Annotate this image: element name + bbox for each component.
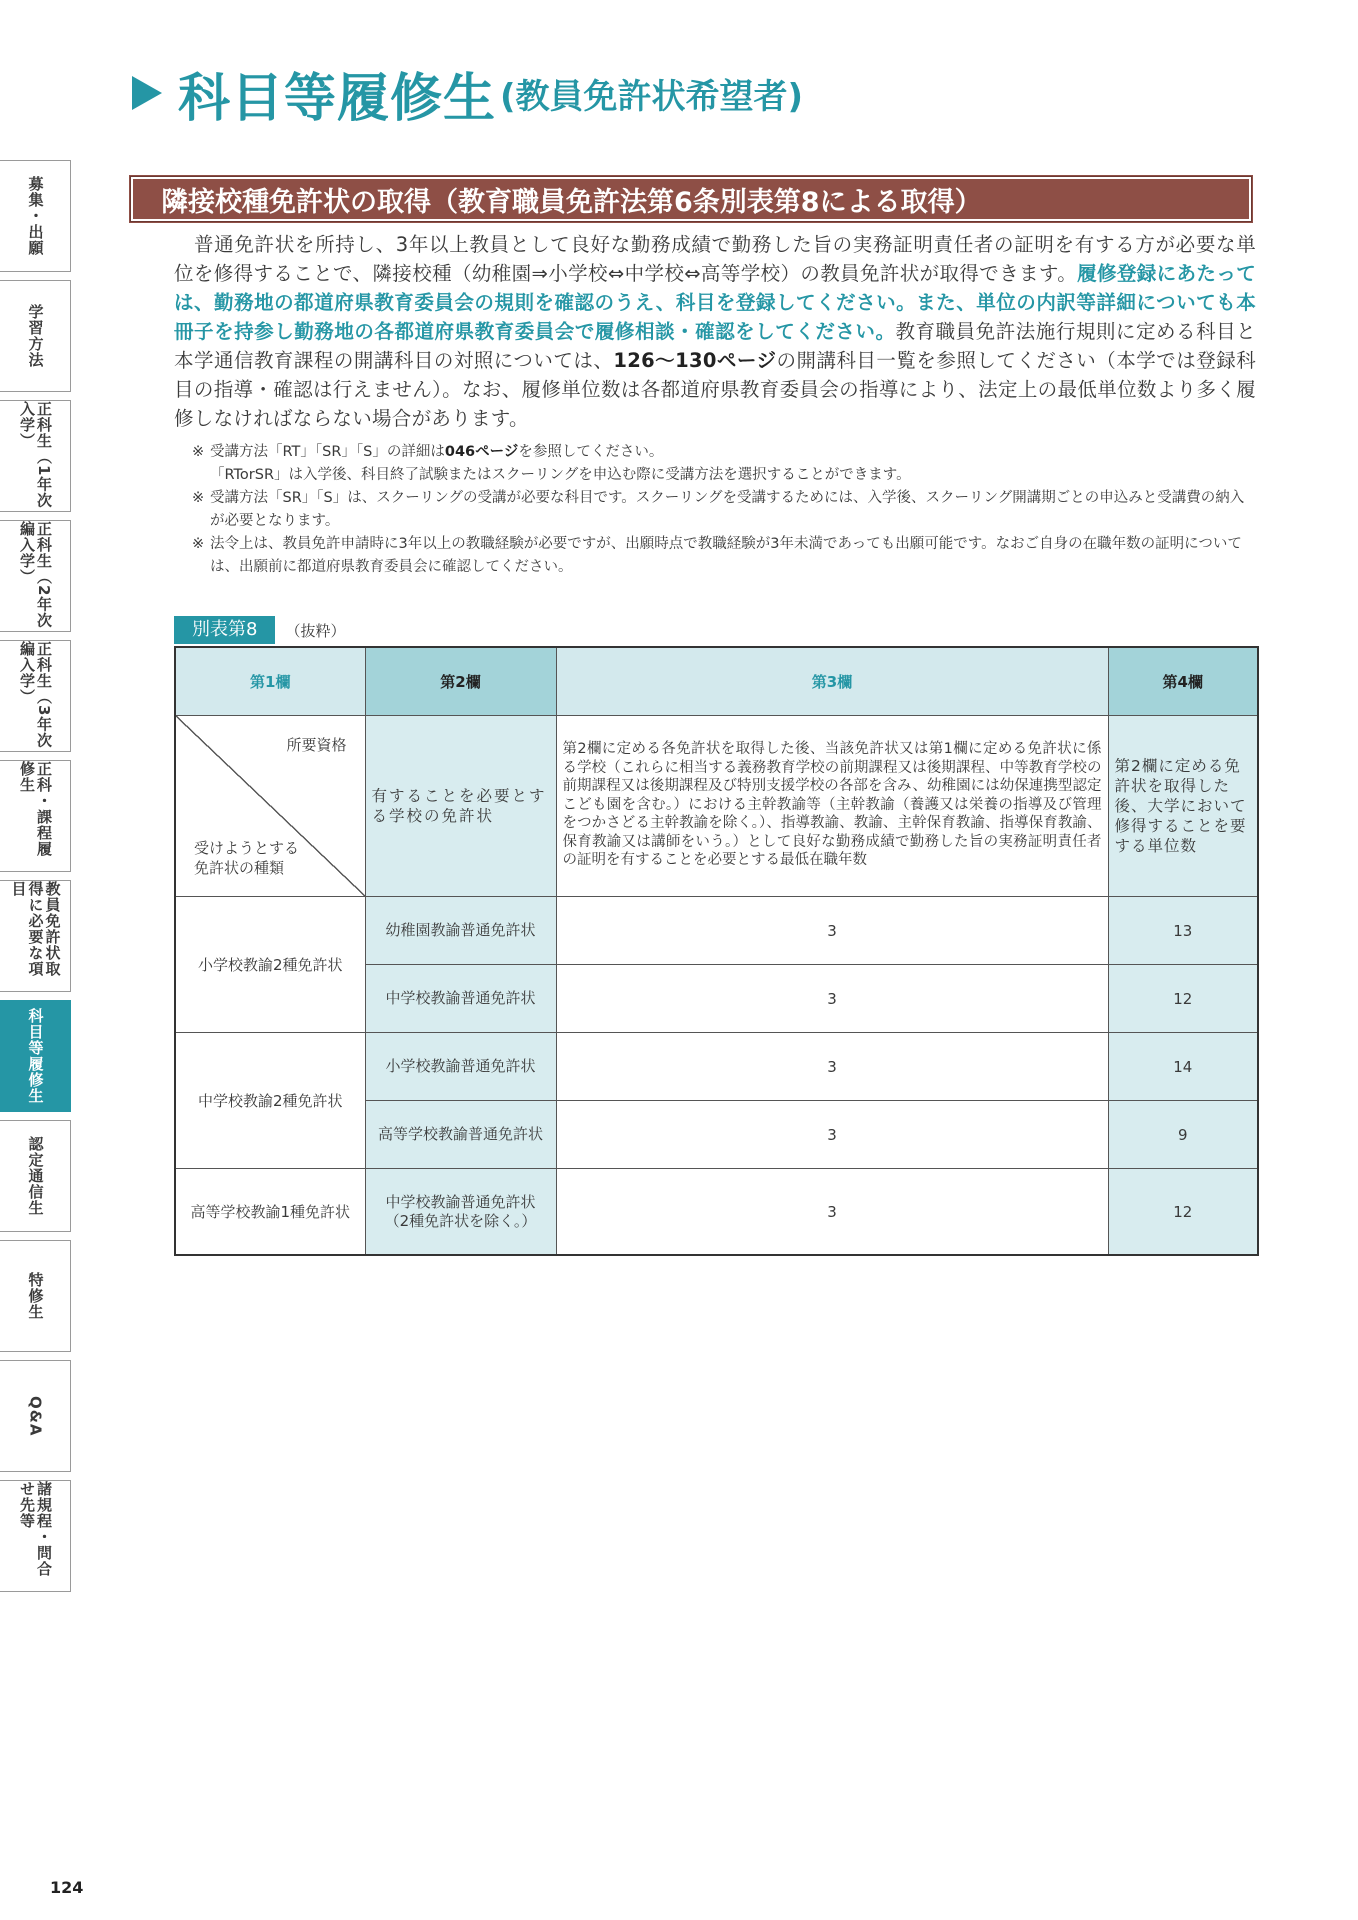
col2-description: 有することを必要とする学校の免許状: [365, 716, 556, 897]
side-tab-label: 正科・課程履修生: [18, 761, 53, 857]
diag-top-label: 所要資格: [286, 736, 347, 754]
category-cell: 高等学校教諭1種免許状: [175, 1169, 365, 1256]
note-1: [192, 441, 1256, 464]
side-tab-1[interactable]: [0, 280, 71, 392]
side-tab-11[interactable]: [0, 1480, 71, 1592]
side-tab-label: 学習方法: [26, 304, 45, 368]
note-mark: ※: [192, 444, 205, 460]
triangle-bullet-icon: [132, 76, 162, 110]
license-cell: 小学校教諭普通免許状: [365, 1033, 556, 1101]
note-2: [192, 487, 1256, 533]
side-tab-5[interactable]: [0, 760, 71, 872]
side-tab-9[interactable]: [0, 1240, 71, 1352]
years-cell: 3: [556, 897, 1108, 965]
side-tab-2[interactable]: [0, 400, 71, 512]
side-tab-label: 正科生（3年次編入学）: [18, 641, 53, 749]
table-label-sub: （抜粋）: [285, 621, 346, 640]
years-cell: 3: [556, 1033, 1108, 1101]
intro-page-ref: 126〜130ページ: [613, 349, 777, 372]
page-title-sub: (教員免許状希望者): [500, 76, 804, 117]
note-2-text: 受講方法「SR」「S」は、スクーリングの受講が必要な科目です。スクーリングを受講するためには、入学後、スクーリング開講期ごとの申込みと受講費の納入が必要となります。: [210, 490, 1245, 529]
credits-cell: 12: [1108, 1169, 1258, 1256]
intro-paragraph: [174, 230, 1256, 433]
side-tab-7[interactable]: [0, 1000, 71, 1112]
page-title-main: 科目等履修生: [178, 68, 497, 129]
col4-description: 第2欄に定める免許状を取得した後、大学において修得することを要する単位数: [1108, 716, 1258, 897]
side-tab-label: 正科生（1年次入学）: [18, 401, 53, 509]
license-cell: 幼稚園教諭普通免許状: [365, 897, 556, 965]
side-tab-4[interactable]: [0, 640, 71, 752]
intro-highlight: 履修登録にあたっては、勤務地の都道府県教育委員会の規則を確認のうえ、科目を登録してください。また、単位の内訳等詳細についても本冊子を持参し勤務地の各都道府県教育委員会で履修相談・確認をしてください。: [174, 262, 1256, 343]
note-mark: ※: [192, 536, 205, 552]
table-label: [174, 616, 345, 644]
intro-text-1: 普通免許状を所持し、3年以上教員として良好な勤務成績で勤務した旨の実務証明責任者の証明を有する方が必要な単位を修得することで、隣接校種（幼稚園⇒小学校⇔中学校⇔高等学校）の教員免許状が取得できます。: [174, 233, 1256, 285]
license-table: [174, 646, 1259, 1256]
side-tab-3[interactable]: [0, 520, 71, 632]
header-col-4: 第4欄: [1108, 647, 1258, 716]
table-label-badge: 別表第8: [174, 616, 275, 644]
credits-cell: 13: [1108, 897, 1258, 965]
side-tab-6[interactable]: [0, 880, 71, 992]
side-tab-label: 特修生: [26, 1272, 45, 1320]
section-heading: [130, 176, 1252, 222]
note-1-page-ref: 046ページ: [444, 444, 519, 460]
license-cell: 高等学校教諭普通免許状: [365, 1101, 556, 1169]
side-tab-8[interactable]: [0, 1120, 71, 1232]
license-cell: 中学校教諭普通免許状: [365, 965, 556, 1033]
credits-cell: 12: [1108, 965, 1258, 1033]
header-col-2: 第2欄: [365, 647, 556, 716]
header-col-3: 第3欄: [556, 647, 1108, 716]
col3-description: 第2欄に定める各免許状を取得した後、当該免許状又は第1欄に定める免許状に係る学校（これらに相当する義務教育学校の前期課程又は後期課程、中等教育学校の前期課程又は後期課程及び特別支援学校の各部を含み、幼稚園には幼保連携型認定こども園を含む。）における主幹教諭等（主幹教諭（養護又は栄養の指導及び管理をつかさどる主幹教諭を除く。）、指導教諭、教諭、主幹保育教諭、指導保育教諭、保育教諭又は講師をいう。）として良好な勤務成績で勤務した旨の実務証明責任者の証明を有することを必要とする最低在職年数: [556, 716, 1108, 897]
diagonal-header-cell: [175, 716, 365, 897]
side-tab-0[interactable]: [0, 160, 71, 272]
credits-cell: 9: [1108, 1101, 1258, 1169]
side-tab-label: 正科生（2年次編入学）: [18, 521, 53, 629]
diag-bottom-label: 受けようとする 免許状の種類: [194, 839, 300, 877]
side-tab-10[interactable]: [0, 1360, 71, 1472]
years-cell: 3: [556, 965, 1108, 1033]
note-1-text: 受講方法「RT」「SR」「S」の詳細は: [210, 444, 445, 460]
section-heading-text: 隣接校種免許状の取得（教育職員免許法第6条別表第8による取得）: [161, 186, 982, 218]
intro-text-3: の開講科目一覧を参照してください（本学では登録科目の指導・確認は行えません）。なお、履修単位数は各都道府県教育委員会の指導により、法定上の最低単位数より多く履修しなければならない場合があります。: [174, 349, 1256, 430]
header-col-1: 第1欄: [175, 647, 365, 716]
category-cell: 小学校教諭2種免許状: [175, 897, 365, 1033]
years-cell: 3: [556, 1169, 1108, 1256]
page-number: 124: [50, 1878, 84, 1897]
years-cell: 3: [556, 1101, 1108, 1169]
side-tab-label: Q&A: [26, 1395, 45, 1437]
table-row: [175, 897, 1258, 965]
note-1-continuation: 「RTorSR」は入学後、科目終了試験またはスクーリングを申込む際に受講方法を選択することができます。: [210, 467, 911, 483]
side-tab-label: 募集・出願: [26, 176, 45, 256]
category-cell: 中学校教諭2種免許状: [175, 1033, 365, 1169]
side-tab-label: 諸規程・問合せ先等: [18, 1481, 53, 1577]
credits-cell: 14: [1108, 1033, 1258, 1101]
note-mark: ※: [192, 490, 205, 506]
note-3: [192, 533, 1256, 579]
note-3-text: 法令上は、教員免許申請時に3年以上の教職経験が必要ですが、出願時点で教職経験が3年未満であっても出願可能です。なおご自身の在職年数の証明については、出願前に都道府県教育委員会に確認してください。: [210, 536, 1242, 575]
notes: [192, 441, 1256, 579]
intro-text-2: 教育職員免許法施行規則に定める科目と本学通信教育課程の開講科目の対照については、: [174, 320, 1256, 372]
license-cell: 中学校教諭普通免許状 （2種免許状を除く。）: [365, 1169, 556, 1256]
table-row: [175, 1033, 1258, 1101]
table-row: [175, 1169, 1258, 1256]
side-tab-label: 科目等履修生: [26, 1008, 45, 1104]
side-tab-label: 教員免許状取得に必要な項目: [9, 881, 62, 977]
page-title: [132, 58, 803, 128]
side-tab-label: 認定通信生: [26, 1136, 45, 1216]
note-1-text-end: を参照してください。: [518, 444, 664, 460]
